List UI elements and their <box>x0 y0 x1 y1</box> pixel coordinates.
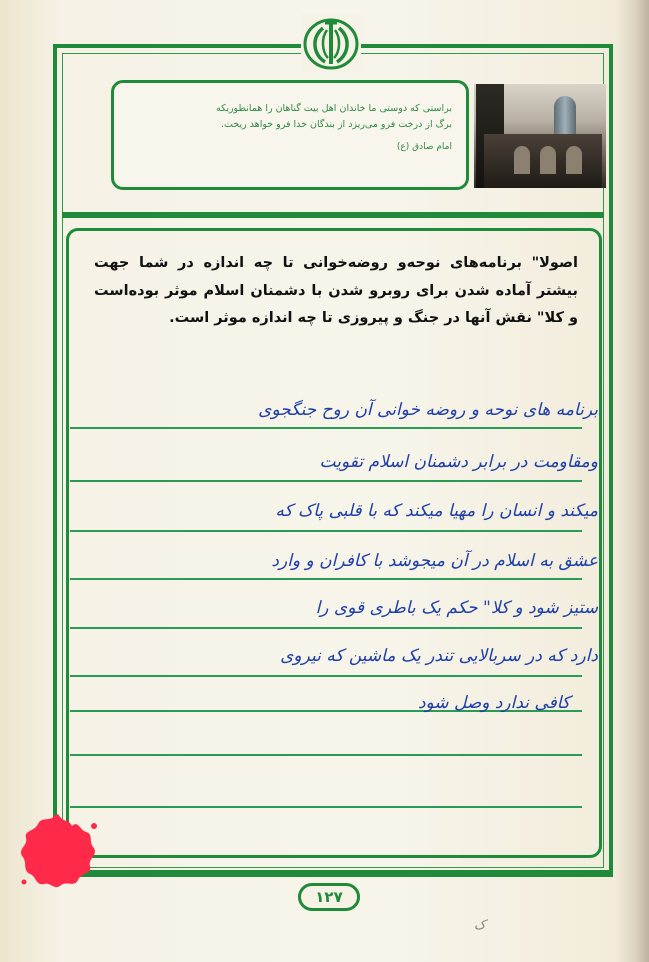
answer-line: ومقاومت در برابر دشمنان اسلام تقویت <box>319 452 598 472</box>
ruled-line <box>70 754 582 756</box>
ruled-line <box>70 627 582 629</box>
quote-line: برگ از درخت فرو می‌ریزد از بندگان خدا فرو خواهد ریخت. <box>220 119 452 130</box>
ruled-line <box>70 675 582 677</box>
pencil-mark: ک <box>474 918 486 933</box>
mosque-arch <box>514 146 530 174</box>
mosque-arch <box>540 146 556 174</box>
quote-attribution: امام صادق (ع) <box>396 142 452 152</box>
answer-line: ستیز شود و کلا" حکم یک باطری قوی را <box>315 598 598 618</box>
quote-line: براستی که دوستی ما خاندان اهل بیت گناهان را همانطوریکه <box>215 103 452 114</box>
question-text: اصولا" برنامه‌های نوحه‌و روضه‌خوانی تا چه اندازه در شما جهت بیشتر آماده شدن برای روبرو شدن با دشمنان اسلام موثر بوده‌است و کلا" نقش آنها در جنگ و پیروزی تا چه اندازه موثر است. <box>94 255 578 326</box>
page-number: ۱۲۷ <box>298 883 360 911</box>
footer-divider <box>53 870 613 874</box>
ruled-line <box>70 530 582 532</box>
iran-emblem-icon <box>301 14 361 72</box>
quote-box <box>111 80 469 190</box>
ink-splash-icon <box>16 808 100 892</box>
mosque-photo <box>474 84 606 188</box>
ruled-line <box>70 480 582 482</box>
ruled-line <box>70 806 582 808</box>
answer-line: عشق به اسلام در آن میجوشد با کافران و وارد <box>271 551 598 571</box>
answer-line: کافی ندارد وصل شود <box>417 693 570 713</box>
ruled-line <box>70 578 582 580</box>
answer-line: دارد که در سربالایی تندر یک ماشین که نیروی <box>280 646 598 666</box>
answer-line: برنامه های نوحه و روضه خوانی آن روح جنگجوی <box>258 400 598 420</box>
spine-shadow <box>615 0 649 962</box>
mosque-arch <box>566 146 582 174</box>
answer-line: میکند و انسان را مهیا میکند که با قلبی پاک که <box>275 501 598 521</box>
hadith-quote <box>130 101 452 155</box>
header-divider <box>62 212 604 218</box>
ruled-line <box>70 427 582 429</box>
